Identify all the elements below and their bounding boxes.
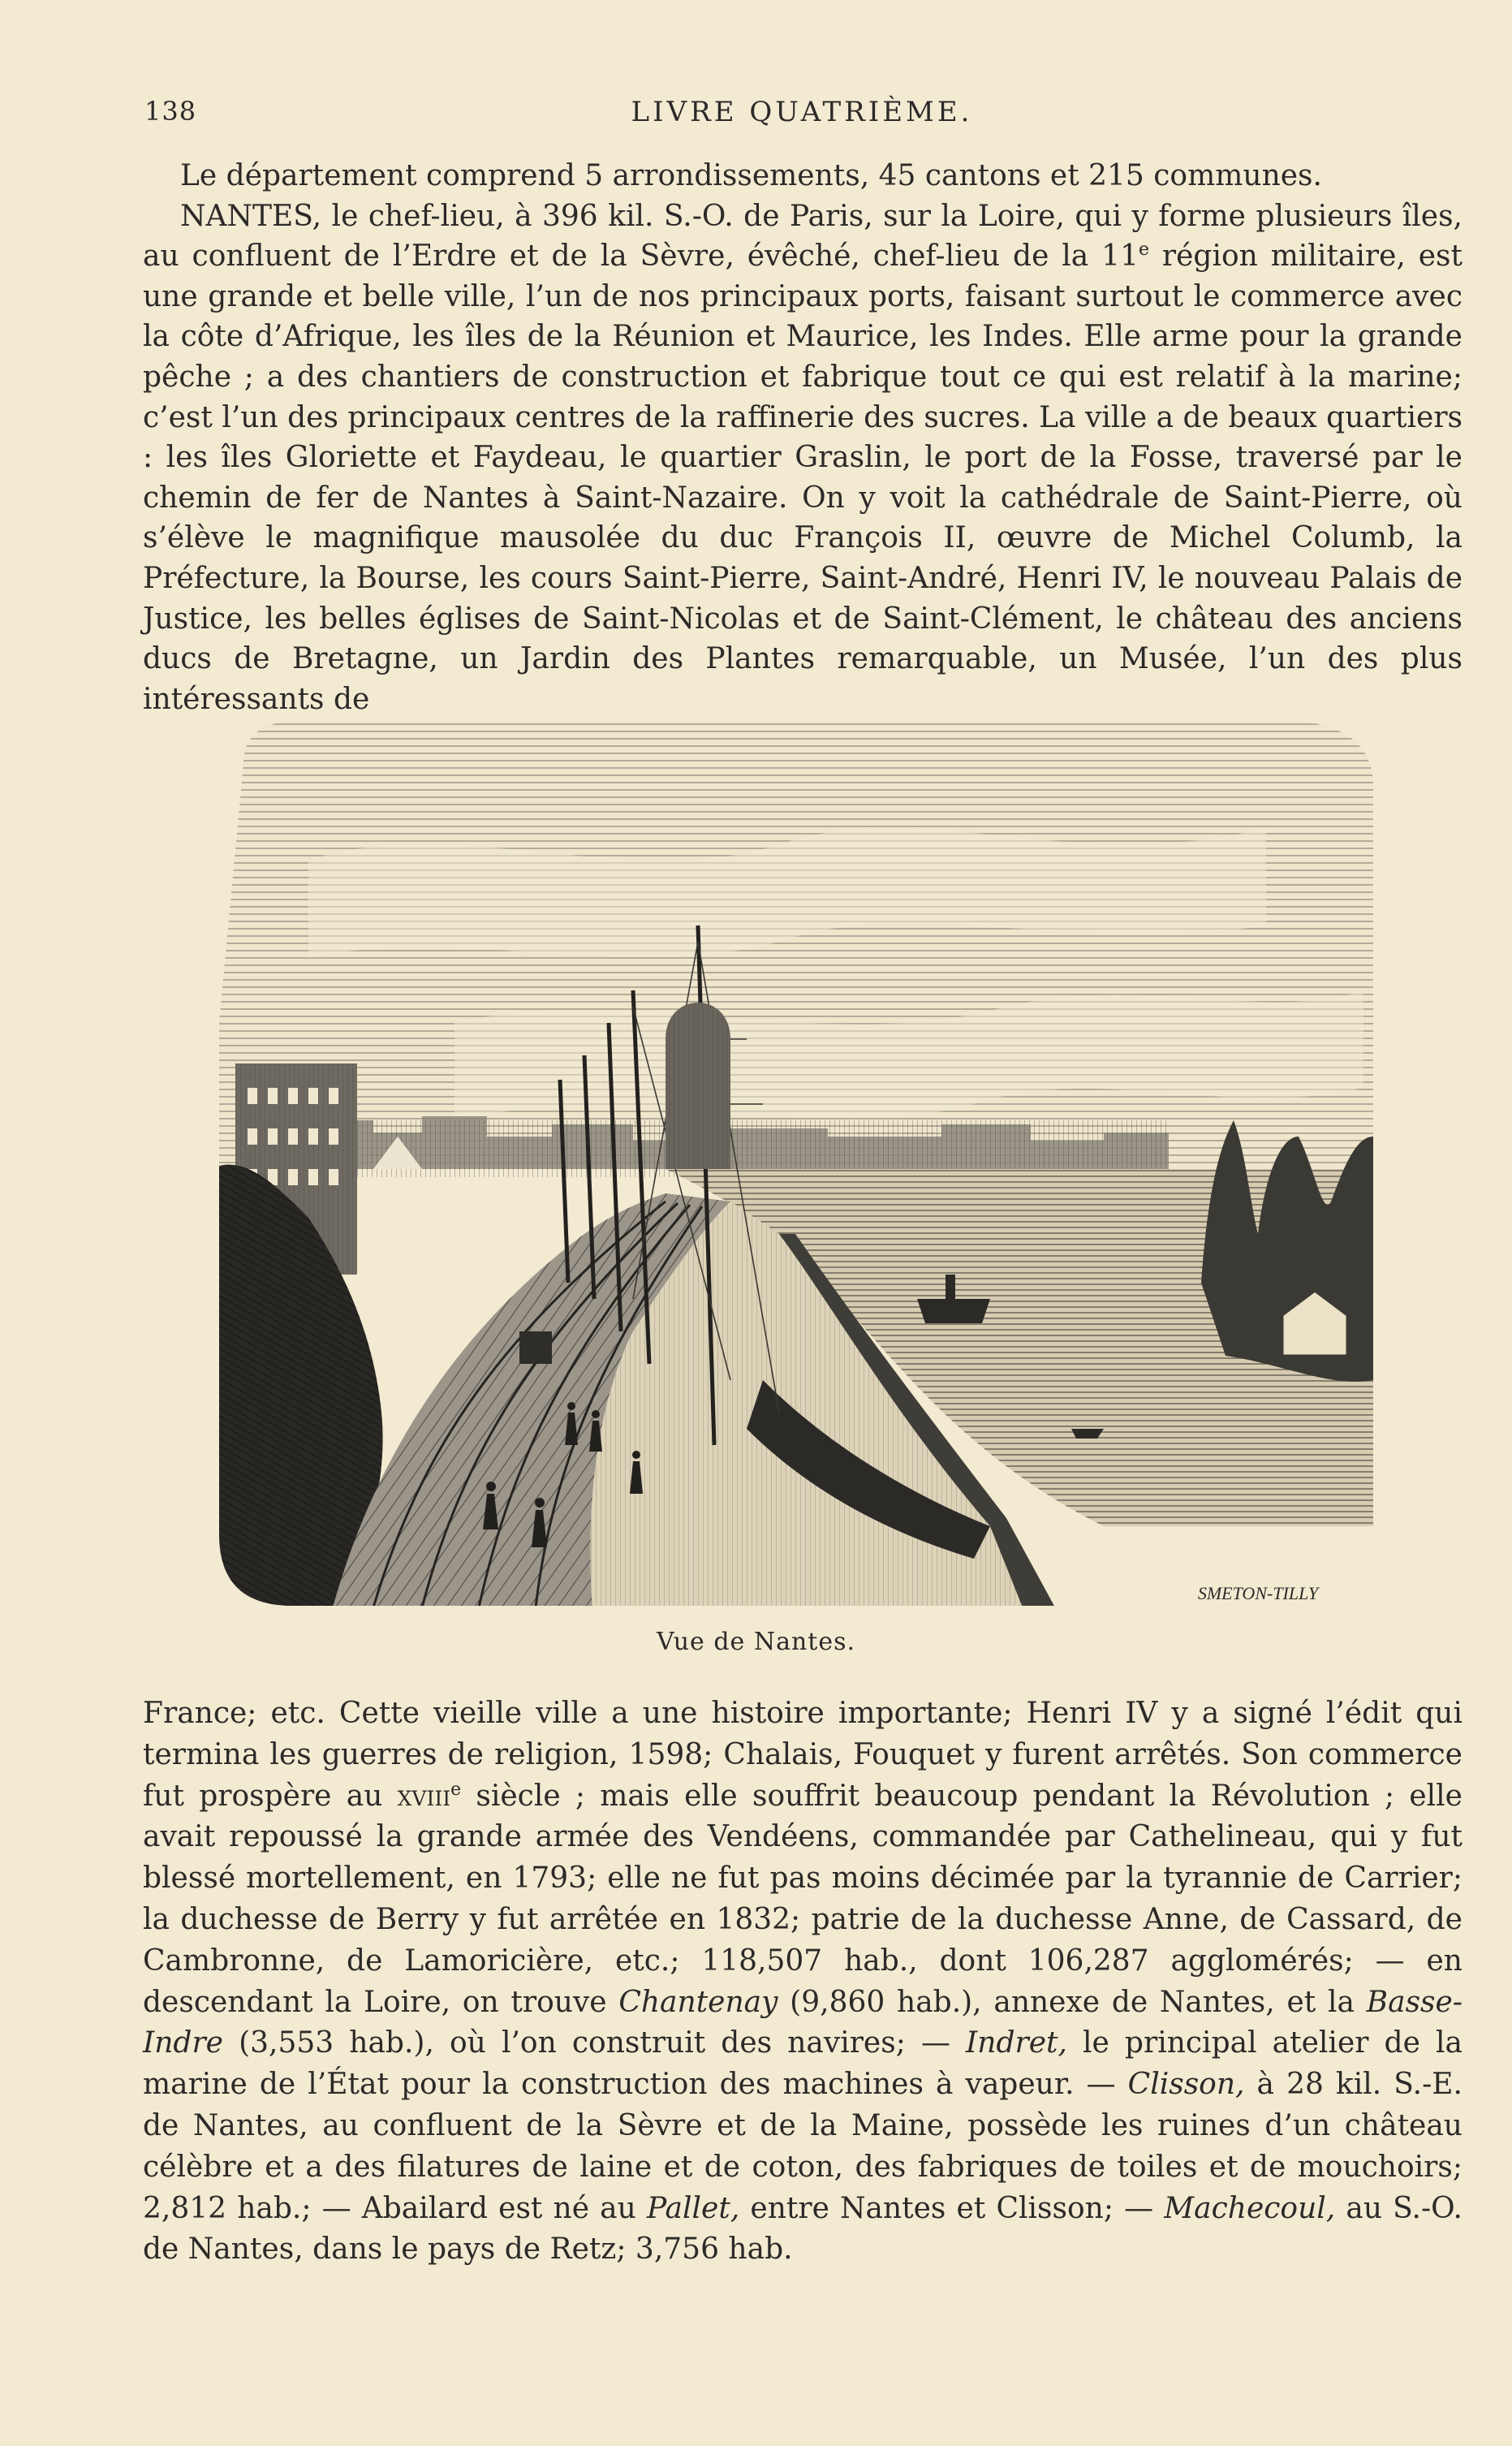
history-text-1: France; etc. Cette vieille ville a une histoire importante; Henri IV y a signé l’édit qui termina les guerres de religion, 1598; Chalais, Fouquet y furent arrêtés. Son commerce fut prospère au [143, 1697, 1462, 1813]
history-text-6: à 28 kil. S.-E. de Nantes, au confluent de la Sèvre et de la Maine, possède les ruines d’un château célèbre et a des filatures de laine et de coton, des fabriques de toiles et de mouchoirs; 2,812 hab.; — Abailard est né au [143, 2068, 1462, 2225]
nantes-text-b: région militaire, est une grande et belle ville, l’un de nos principaux ports, faisant surtout le commerce avec la côte d’Afrique, les îles de la Réunion et Maurice, les Indes. Elle arme pour la grande pêche ; a des chantiers de construction et fabrique tout ce qui est relatif à la marine; c’est l’un des principaux centres de la raffinerie des sucres. La ville a de beaux quartiers : les îles Gloriette et Faydeau, le quartier Graslin, le port de la Fosse, traversé par le chemin de fer de Nantes à Saint-Nazaire. On y voit la cathédrale de Saint-Pierre, où s’élève le magnifique mausolée du duc François II, œuvre de Michel Columb, la Préfecture, la Bourse, les cours Saint-Pierre, Saint-André, Henri IV, le nouveau Palais de Justice, les belles églises de Saint-Nicolas et de Saint-Clément, le château des anciens ducs de Bretagne, un Jardin des Plantes remarquable, un Musée, l’un des plus intéressants de [143, 239, 1462, 716]
paragraph-departement: Le département comprend 5 arrondissements, 45 cantons et 215 communes. [180, 159, 1322, 192]
figure-caption: Vue de Nantes. [656, 1628, 856, 1656]
place-pallet: Pallet, [646, 2191, 740, 2225]
paragraph-history [143, 1693, 1462, 2271]
history-text-7: entre Nantes et Clisson; — [739, 2191, 1165, 2225]
engraver-signature: SMETON-TILLY [1197, 1583, 1319, 1603]
steamboat [917, 1299, 990, 1323]
body-text-bottom [143, 1693, 1462, 2271]
horse-cart [519, 1331, 552, 1364]
steamboat-funnel [946, 1275, 955, 1299]
running-title: LIVRE QUATRIÈME. [631, 96, 973, 128]
engraving-illustration [211, 714, 1373, 1607]
page-header [144, 96, 1459, 136]
history-text-2: siècle ; mais elle souffrit beaucoup pendant la Révolution ; elle avait repoussé la grande armée des Vendéens, commandée par Cathelineau, qui y fut blessé mortellement, en 1793; elle ne fut pas moins décimée par la tyrannie de Carrier; la duchesse de Berry y fut arrêtée en 1832; patrie de la duchesse Anne, de Cassard, de Cambronne, de Lamoricière, etc.; 118,507 hab., dont 106,287 agglomérés; — en descendant la Loire, on trouve [143, 1779, 1462, 2019]
history-text-8: au S.-O. de Nantes, dans le pays de Retz; 3,756 hab. [143, 2191, 1462, 2267]
history-text-4: (3,553 hab.), où l’on construit des navires; — [222, 2026, 967, 2060]
engraving-scene [211, 714, 1373, 1607]
place-basse-indre: Basse-Indre [143, 1985, 1462, 2060]
paragraph-nantes [143, 196, 1462, 720]
nantes-text-a: NANTES, le chef-lieu, à 396 kil. S.-O. de Paris, sur la Loire, qui y forme plusieurs îles, au confluent de l’Erdre et de la Sèvre, évêché, chef-lieu de la 11 [143, 199, 1462, 274]
place-chantenay: Chantenay [618, 1985, 778, 2019]
place-machecoul: Machecoul, [1164, 2191, 1336, 2225]
place-clisson: Clisson, [1127, 2068, 1245, 2102]
century-numeral: xviii [397, 1779, 451, 1813]
history-text-3: (9,860 hab.), annexe de Nantes, et la [778, 1985, 1367, 2019]
engraving-vue-de-nantes [211, 714, 1373, 1607]
superscript-e: e [1138, 239, 1150, 261]
history-text-5: le principal atelier de la marine de l’État pour la construction des machines à vapeur. — [143, 2026, 1462, 2102]
body-text-top [143, 156, 1462, 719]
page-number: 138 [144, 96, 197, 127]
place-indret: Indret, [966, 2026, 1067, 2060]
century-superscript: e [450, 1779, 462, 1800]
